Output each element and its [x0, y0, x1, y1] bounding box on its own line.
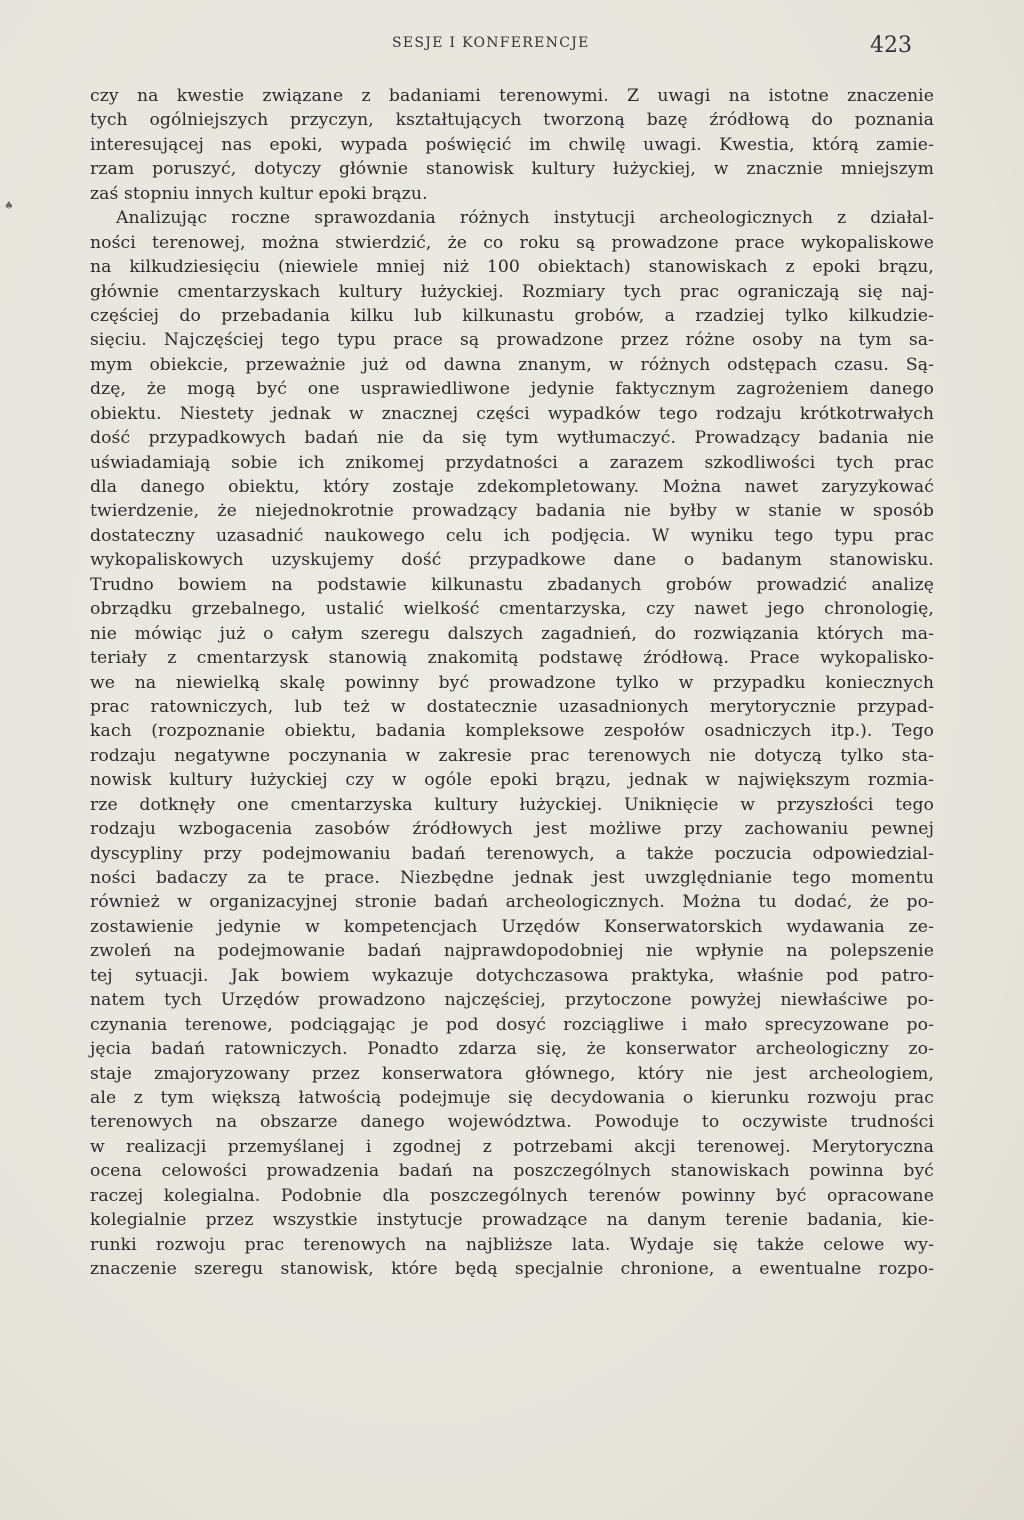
text-line: rodzaju wzbogacenia zasobów źródłowych jest możliwe przy zachowaniu pewnej — [90, 819, 934, 840]
text-line: uświadamiają sobie ich znikomej przydatności a zarazem szkodliwości tych prac — [90, 452, 934, 473]
text-line: sięciu. Najczęściej tego typu prace są prowadzone przez różne osoby na tym sa- — [90, 330, 934, 351]
text-line: zwoleń na podejmowanie badań najprawdopodobniej nie wpłynie na polepszenie — [90, 941, 934, 962]
text-line: interesującej nas epoki, wypada poświęcić im chwilę uwagi. Kwestia, którą zamie- — [90, 134, 934, 155]
text-line: rodzaju negatywne poczynania w zakresie prac terenowych nie dotyczą tylko sta- — [90, 745, 934, 766]
text-line: natem tych Urzędów prowadzono najczęściej, przytoczone powyżej niewłaściwe po- — [90, 990, 934, 1011]
text-line: tej sytuacji. Jak bowiem wykazuje dotychczasowa praktyka, właśnie pod patro- — [90, 965, 934, 986]
body-text — [90, 84, 934, 1281]
text-line: ności terenowej, można stwierdzić, że co roku są prowadzone prace wykopaliskowe — [90, 232, 934, 253]
text-line: na kilkudziesięciu (niewiele mniej niż 100 obiektach) stanowiskach z epoki brązu, — [90, 257, 934, 278]
margin-mark: ♠ — [4, 199, 14, 212]
text-line: ale z tym większą łatwością podejmuje się decydowania o kierunku rozwoju prac — [90, 1087, 934, 1108]
text-line: dzę, że mogą być one usprawiedliwone jedynie faktycznym zagrożeniem danego — [90, 379, 934, 400]
page-number: 423 — [870, 33, 912, 58]
text-line: Trudno bowiem na podstawie kilkunastu zbadanych grobów prowadzić analizę — [90, 574, 934, 595]
text-line: rze dotknęły one cmentarzyska kultury łużyckiej. Uniknięcie w przyszłości tego — [90, 794, 934, 815]
text-line: częściej do przebadania kilku lub kilkunastu grobów, a rzadziej tylko kilkudzie- — [90, 305, 934, 326]
text-line: kach (rozpoznanie obiektu, badania kompleksowe zespołów osadniczych itp.). Tego — [90, 721, 934, 742]
text-line: zaś stopniu innych kultur epoki brązu. — [90, 183, 428, 204]
text-line: raczej kolegialna. Podobnie dla poszczególnych terenów powinny być opracowane — [90, 1185, 934, 1206]
text-line: prac ratowniczych, lub też w dostatecznie uzasadnionych merytorycznie przypad- — [90, 696, 934, 717]
text-line: czynania terenowe, podciągając je pod dosyć rozciągliwe i mało sprecyzowane po- — [90, 1014, 934, 1035]
text-line: nowisk kultury łużyckiej czy w ogóle epoki brązu, jednak w największym rozmia- — [90, 770, 934, 791]
text-line: również w organizacyjnej stronie badań archeologicznych. Można tu dodać, że po- — [90, 892, 934, 913]
text-line: czy na kwestie związane z badaniami terenowymi. Z uwagi na istotne znaczenie — [90, 86, 934, 106]
text-line: nie mówiąc już o całym szeregu dalszych zagadnień, do rozwiązania których ma- — [90, 623, 934, 644]
text-line: mym obiekcie, przeważnie już od dawna znanym, w różnych odstępach czasu. Są- — [90, 354, 934, 375]
text-line: ocena celowości prowadzenia badań na poszczególnych stanowiskach powinna być — [90, 1161, 934, 1182]
running-header — [0, 33, 1024, 57]
text-line: we na niewielką skalę powinny być prowadzone tylko w przypadku koniecznych — [90, 672, 934, 693]
text-line: dyscypliny przy podejmowaniu badań terenowych, a także poczucia odpowiedzial- — [90, 843, 934, 864]
text-line: wykopaliskowych uzyskujemy dość przypadkowe dane o badanym stanowisku. — [90, 550, 934, 571]
text-line: obrządku grzebalnego, ustalić wielkość cmentarzyska, czy nawet jego chronologię, — [90, 599, 934, 620]
text-line: obiektu. Niestety jednak w znacznej części wypadków tego rodzaju krótkotrwałych — [90, 403, 934, 424]
text-line: dla danego obiektu, który zostaje zdekompletowany. Można nawet zaryzykować — [90, 477, 934, 497]
text-line: znaczenie szeregu stanowisk, które będą specjalnie chronione, a ewentualne rozpo- — [90, 1259, 934, 1279]
text-line: ności badaczy za te prace. Niezbędne jednak jest uwzględnianie tego momentu — [90, 868, 934, 888]
text-line: kolegialnie przez wszystkie instytucje prowadzące na danym terenie badania, kie- — [90, 1210, 934, 1231]
text-line: rzam poruszyć, dotyczy głównie stanowisk kultury łużyckiej, w znacznie mniejszym — [90, 159, 934, 180]
text-line: tych ogólniejszych przyczyn, kształtujących tworzoną bazę źródłową do poznania — [90, 110, 934, 131]
text-line: staje zmajoryzowany przez konserwatora głównego, który nie jest archeologiem, — [90, 1063, 934, 1084]
running-title: SESJE I KONFERENCJE — [392, 35, 590, 51]
text-line: dość przypadkowych badań nie da się tym wytłumaczyć. Prowadzący badania nie — [90, 428, 934, 449]
text-line: terenowych na obszarze danego województwa. Powoduje to oczywiste trudności — [90, 1112, 934, 1133]
text-line: dostateczny uzasadnić naukowego celu ich podjęcia. W wyniku tego typu prac — [90, 525, 934, 546]
text-line: twierdzenie, że niejednokrotnie prowadzący badania nie byłby w stanie w sposób — [90, 501, 934, 522]
paragraph-start-line: Analizując roczne sprawozdania różnych instytucji archeologicznych z działal- — [116, 208, 934, 229]
text-line: runki rozwoju prac terenowych na najbliższe lata. Wydaje się także celowe wy- — [90, 1234, 934, 1255]
text-line: głównie cmentarzyskach kultury łużyckiej. Rozmiary tych prac ograniczają się naj- — [90, 281, 934, 302]
text-line: zostawienie jedynie w kompetencjach Urzędów Konserwatorskich wydawania ze- — [90, 916, 934, 937]
text-line: jęcia badań ratowniczych. Ponadto zdarza się, że konserwator archeologiczny zo- — [90, 1039, 934, 1060]
text-line: teriały z cmentarzysk stanowią znakomitą podstawę źródłową. Prace wykopalisko- — [90, 648, 934, 669]
text-line: w realizacji przemyślanej i zgodnej z potrzebami akcji terenowej. Merytoryczna — [90, 1136, 934, 1157]
